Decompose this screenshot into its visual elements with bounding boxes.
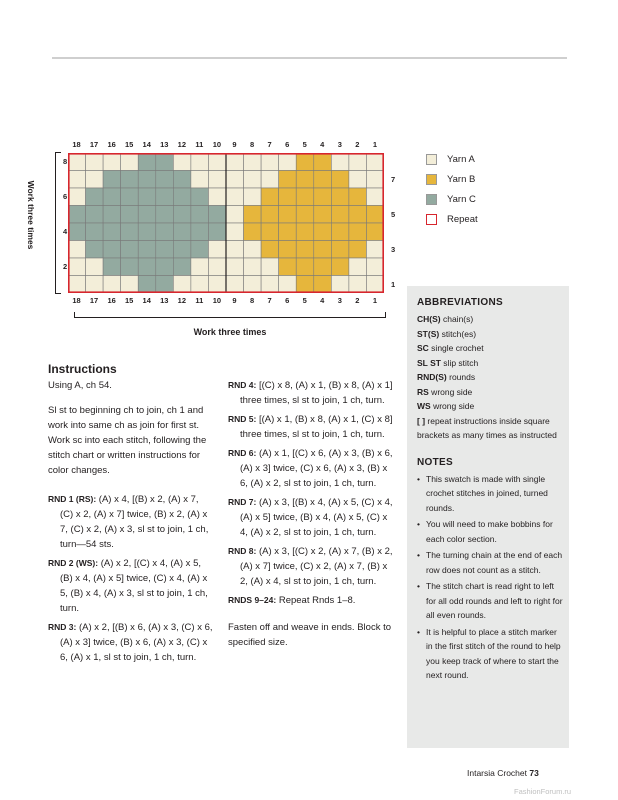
chart-cell — [191, 241, 209, 259]
note-item: • The stitch chart is read right to left for all odd rounds and left to right for all even rounds. — [417, 579, 563, 623]
chart-cell — [349, 223, 367, 241]
column-number: 13 — [160, 140, 169, 149]
chart-cell — [226, 171, 244, 189]
chart-cell — [296, 258, 314, 276]
chart-cell — [261, 206, 279, 224]
chart-cell — [331, 206, 349, 224]
abbreviation-item — [417, 327, 561, 342]
chart-cell — [121, 276, 139, 294]
chart-cell — [349, 258, 367, 276]
round-instruction — [228, 495, 393, 540]
chart-cell — [191, 188, 209, 206]
chart-cell — [314, 153, 332, 171]
round-instruction — [228, 446, 393, 491]
chart-cell — [314, 241, 332, 259]
column-number: 6 — [285, 140, 290, 149]
sidebar-panel — [407, 286, 569, 748]
chart-cell — [366, 206, 384, 224]
chart-cell — [244, 153, 262, 171]
notes-heading: NOTES — [417, 456, 453, 468]
chart-cell — [314, 223, 332, 241]
chart-cell — [208, 188, 226, 206]
chart-cell — [366, 276, 384, 294]
round-instruction — [48, 620, 213, 665]
abbreviation-item — [417, 356, 561, 371]
chart-cell — [226, 206, 244, 224]
column-number: 1 — [372, 296, 378, 305]
chart-cell — [86, 153, 104, 171]
chart-cell — [208, 153, 226, 171]
abbreviation-key: RND(S) — [417, 372, 447, 382]
column-number: 13 — [160, 296, 169, 305]
chart-cell — [156, 153, 174, 171]
chart-cell — [226, 223, 244, 241]
round-instruction — [228, 412, 393, 442]
chart-cell — [331, 241, 349, 259]
row-number: 5 — [391, 209, 396, 219]
round-label: RND 6: — [228, 448, 257, 458]
round-instruction — [228, 544, 393, 589]
stitch-chart — [68, 153, 384, 293]
column-number: 14 — [142, 296, 151, 305]
chart-cell — [68, 171, 86, 189]
round-text: (A) x 3, [(C) x 2, (A) x 7, (B) x 2, (A) x 7] twice, (C) x 2, (A) x 7, (B) x 2, (A) x 4, sl st to join, 1 ch, turn. — [240, 546, 393, 587]
chart-cell — [138, 206, 156, 224]
abbreviation-key: SL ST — [417, 357, 441, 368]
chart-cell — [138, 188, 156, 206]
chart-cell — [68, 153, 86, 171]
chart-cell — [296, 206, 314, 224]
intro-paragraph: Sl st to beginning ch to join, ch 1 and work into same ch as join for first st. Work sc into each stitch, following the stitch chart or written instructions for color changes. — [48, 405, 207, 476]
chart-cell — [208, 171, 226, 189]
abbreviation-key: ST(S) — [417, 328, 440, 339]
column-number: 3 — [337, 296, 342, 305]
row-number: 4 — [63, 227, 68, 236]
legend-item — [426, 149, 478, 169]
chart-cell — [314, 258, 332, 276]
chart-cell — [349, 153, 367, 171]
round-instruction — [48, 492, 213, 552]
row-number: 6 — [63, 192, 68, 201]
repeat-swatch — [426, 214, 437, 225]
chart-cell — [261, 223, 279, 241]
column-numbers-top — [68, 140, 388, 152]
chart-cell — [191, 223, 209, 241]
round-text: (A) x 1, [(C) x 6, (A) x 3, (B) x 6, (A) x 3] twice, (C) x 6, (A) x 3, (B) x 6, (A) x 2, sl st to join, 1 ch, turn. — [240, 448, 393, 489]
chart-cell — [191, 276, 209, 294]
abbreviation-value: stitch(es) — [439, 328, 477, 339]
instructions-left-column — [48, 378, 213, 669]
yarn-a-swatch — [426, 154, 437, 165]
row-number: 8 — [63, 157, 68, 166]
chart-cell — [68, 276, 86, 294]
legend-item — [426, 169, 478, 189]
column-number: 11 — [195, 296, 204, 305]
chart-cell — [366, 258, 384, 276]
chart-cell — [208, 241, 226, 259]
chart-cell — [103, 276, 121, 294]
chart-cell — [191, 258, 209, 276]
chart-cell — [121, 258, 139, 276]
round-instruction — [228, 593, 393, 608]
round-instruction — [48, 556, 213, 616]
chart-cell — [279, 223, 297, 241]
legend-label: Yarn C — [447, 193, 476, 205]
column-number: 5 — [302, 140, 307, 149]
chart-cell — [296, 241, 314, 259]
chart-cell — [208, 206, 226, 224]
chart-cell — [261, 171, 279, 189]
column-number: 17 — [89, 296, 99, 305]
chart-cell — [173, 206, 191, 224]
column-number: 12 — [177, 140, 186, 149]
chart-cell — [156, 188, 174, 206]
column-number: 16 — [107, 296, 116, 305]
chart-cell — [366, 171, 384, 189]
chart-cell — [331, 258, 349, 276]
chart-cell — [68, 223, 86, 241]
chart-cell — [68, 258, 86, 276]
abbreviation-key: CH(S) — [417, 314, 441, 324]
column-number: 4 — [320, 140, 325, 149]
column-number: 10 — [212, 296, 222, 305]
column-number: 7 — [267, 140, 272, 149]
chart-cell — [138, 223, 156, 241]
column-number: 16 — [107, 140, 116, 149]
chart-cell — [279, 241, 297, 259]
chart-cell — [191, 171, 209, 189]
chart-cell — [68, 188, 86, 206]
column-number: 18 — [72, 296, 81, 305]
chart-cell — [121, 171, 139, 189]
note-item: • The turning chain at the end of each row does not count as a stitch. — [417, 548, 563, 577]
note-item: • You will need to make bobbins for each color section. — [417, 517, 563, 546]
book-title: Intarsia Crochet — [467, 768, 527, 778]
column-number: 18 — [72, 140, 81, 149]
chart-cell — [314, 188, 332, 206]
abbreviations-heading: ABBREVIATIONS — [417, 297, 503, 308]
chart-cell — [244, 206, 262, 224]
abbreviation-value: rounds — [446, 372, 476, 382]
chart-cell — [173, 153, 191, 171]
column-number: 4 — [320, 296, 325, 305]
abbreviation-value: single crochet — [428, 343, 484, 353]
column-number: 2 — [355, 296, 360, 305]
chart-cell — [86, 206, 104, 224]
chart-cell — [156, 223, 174, 241]
chart-cell — [296, 188, 314, 206]
chart-cell — [86, 223, 104, 241]
chart-cell — [314, 171, 332, 189]
column-number: 15 — [124, 140, 134, 149]
legend-label: Repeat — [447, 213, 478, 225]
chart-cell — [103, 223, 121, 241]
column-number: 9 — [232, 296, 237, 305]
column-number: 12 — [177, 296, 186, 305]
round-text: [(A) x 1, (B) x 8, (A) x 1, (C) x 8] three times, sl st to join, 1 ch, turn. — [240, 414, 393, 440]
chart-cell — [86, 188, 104, 206]
abbreviation-key: [ ] — [417, 415, 426, 426]
chart-cell — [173, 223, 191, 241]
round-label: RND 2 (WS): — [48, 558, 99, 568]
notes-list — [417, 472, 563, 683]
chart-cell — [121, 188, 139, 206]
row-number: 2 — [63, 262, 68, 271]
chart-cell — [103, 171, 121, 189]
watermark: FashionForum.ru — [514, 787, 572, 796]
chart-cell — [279, 153, 297, 171]
round-text: (A) x 4, [(B) x 2, (A) x 7, (C) x 2, (A) x 7] twice, (B) x 2, (A) x 7, (C) x 2, (A) x 3, sl st to join, 1 ch, turn—54 sts. — [60, 494, 209, 550]
abbreviation-value: repeat instructions inside square brackets as many times as instructed — [417, 415, 557, 440]
chart-cell — [349, 241, 367, 259]
top-rule — [52, 57, 567, 59]
chart-cell — [244, 258, 262, 276]
round-label: RNDS 9–24: — [228, 595, 277, 605]
round-text: (A) x 3, [(B) x 4, (A) x 5, (C) x 4, (A) x 5] twice, (B) x 4, (A) x 5, (C) x 4, (A) x 2, sl st to join, 1 ch, turn. — [240, 497, 393, 538]
chart-cell — [138, 276, 156, 294]
column-number: 8 — [249, 140, 255, 149]
chart-cell — [366, 241, 384, 259]
abbreviation-item — [417, 414, 561, 443]
chart-cell — [349, 276, 367, 294]
round-text: (A) x 2, [(B) x 6, (A) x 3, (C) x 6, (A) x 3] twice, (B) x 6, (A) x 3, (C) x 6, (A) x 1, sl st to join, 1 ch, turn. — [60, 622, 213, 663]
intro-line: Using A, ch 54. — [48, 380, 112, 391]
chart-cell — [331, 153, 349, 171]
chart-cell — [86, 241, 104, 259]
row-number: 3 — [391, 244, 396, 254]
chart-cell — [261, 276, 279, 294]
chart-cell — [103, 206, 121, 224]
abbreviation-value: wrong side — [430, 401, 475, 411]
chart-cell — [244, 188, 262, 206]
chart-cell — [86, 171, 104, 189]
column-number: 10 — [212, 140, 222, 149]
column-number: 14 — [142, 140, 151, 149]
chart-cell — [103, 258, 121, 276]
round-text: (A) x 2, [(C) x 4, (A) x 5, (B) x 4, (A) x 5] twice, (C) x 4, (A) x 5, (B) x 4, (A) x 3, sl st to join, 1 ch, turn. — [60, 558, 208, 614]
round-text: Repeat Rnds 1–8. — [276, 595, 356, 606]
chart-cell — [296, 276, 314, 294]
chart-cell — [103, 153, 121, 171]
column-number: 17 — [89, 140, 99, 149]
chart-cell — [331, 171, 349, 189]
chart-cell — [173, 241, 191, 259]
chart-cell — [208, 223, 226, 241]
column-number: 6 — [285, 296, 290, 305]
chart-cell — [261, 241, 279, 259]
bottom-bracket — [74, 312, 386, 318]
round-label: RND 3: — [48, 622, 77, 632]
chart-cell — [296, 223, 314, 241]
chart-cell — [156, 241, 174, 259]
column-number: 7 — [267, 296, 272, 305]
chart-cell — [156, 206, 174, 224]
column-number: 2 — [355, 140, 360, 149]
chart-cell — [226, 153, 244, 171]
chart-cell — [296, 153, 314, 171]
row-number: 1 — [391, 279, 396, 289]
abbreviation-item — [417, 370, 561, 385]
chart-cell — [121, 153, 139, 171]
column-number: 5 — [302, 296, 307, 305]
yarn-c-swatch — [426, 194, 437, 205]
column-number: 15 — [124, 296, 134, 305]
chart-cell — [68, 206, 86, 224]
chart-cell — [349, 206, 367, 224]
chart-cell — [331, 276, 349, 294]
chart-cell — [173, 258, 191, 276]
chart-cell — [138, 241, 156, 259]
finishing-text: Fasten off and weave in ends. Block to specified size. — [228, 622, 392, 648]
round-text: [(C) x 8, (A) x 1, (B) x 8, (A) x 1] three times, sl st to join, 1 ch, turn. — [240, 380, 393, 406]
chart-cell — [279, 276, 297, 294]
note-item: • This swatch is made with single crochet stitches in joined, turned rounds. — [417, 472, 563, 516]
chart-cell — [156, 258, 174, 276]
chart-cell — [121, 241, 139, 259]
chart-cell — [314, 206, 332, 224]
note-item: • It is helpful to place a stitch marker in the first stitch of the round to help you keep track of where to start the next round. — [417, 625, 563, 683]
instructions-right-column — [228, 378, 393, 660]
chart-cell — [261, 258, 279, 276]
chart-cell — [191, 206, 209, 224]
legend-item — [426, 189, 478, 209]
chart-cell — [331, 188, 349, 206]
chart-cell — [226, 276, 244, 294]
legend-label: Yarn A — [447, 153, 475, 165]
chart-cell — [244, 276, 262, 294]
abbreviation-item — [417, 385, 561, 400]
chart-cell — [208, 258, 226, 276]
chart-cell — [173, 276, 191, 294]
chart-cell — [103, 188, 121, 206]
column-number: 11 — [195, 140, 204, 149]
column-numbers-bottom — [68, 296, 388, 308]
abbreviation-key: WS — [417, 401, 431, 411]
chart-cell — [191, 153, 209, 171]
bottom-label: Work three times — [193, 327, 267, 337]
chart-cell — [173, 171, 191, 189]
chart-cell — [138, 258, 156, 276]
column-number: 9 — [232, 140, 237, 149]
chart-cell — [331, 223, 349, 241]
abbreviation-item — [417, 312, 561, 327]
abbreviation-key: SC — [417, 343, 429, 353]
chart-cell — [349, 188, 367, 206]
legend-label: Yarn B — [447, 173, 476, 185]
chart-cell — [226, 258, 244, 276]
chart-cell — [261, 153, 279, 171]
chart-cell — [226, 241, 244, 259]
chart-cell — [366, 223, 384, 241]
abbreviation-value: chain(s) — [440, 314, 474, 324]
chart-cell — [103, 241, 121, 259]
side-label: Work three times — [26, 180, 36, 250]
chart-cell — [244, 223, 262, 241]
page-footer — [467, 768, 539, 778]
abbreviation-value: wrong side — [428, 386, 473, 397]
chart-cell — [138, 171, 156, 189]
chart-cell — [121, 223, 139, 241]
chart-cell — [244, 171, 262, 189]
chart-cell — [208, 276, 226, 294]
abbreviation-item — [417, 399, 561, 414]
chart-cell — [261, 188, 279, 206]
chart-cell — [279, 171, 297, 189]
chart-cell — [138, 153, 156, 171]
chart-cell — [68, 241, 86, 259]
chart-cell — [296, 171, 314, 189]
abbreviation-value: slip stitch — [440, 357, 479, 368]
abbreviation-item — [417, 341, 561, 356]
column-number: 8 — [249, 296, 255, 305]
round-label: RND 1 (RS): — [48, 494, 97, 504]
chart-cell — [86, 276, 104, 294]
chart-cell — [156, 276, 174, 294]
round-label: RND 7: — [228, 497, 257, 507]
chart-cell — [366, 153, 384, 171]
instructions-heading: Instructions — [48, 362, 117, 376]
chart-cell — [173, 188, 191, 206]
abbreviation-key: RS — [417, 386, 429, 397]
round-instruction — [228, 378, 393, 408]
chart-cell — [244, 241, 262, 259]
chart-cell — [279, 258, 297, 276]
side-bracket — [55, 152, 61, 294]
chart-cell — [366, 188, 384, 206]
chart-cell — [226, 188, 244, 206]
column-number: 3 — [337, 140, 342, 149]
yarn-b-swatch — [426, 174, 437, 185]
page-number: 73 — [529, 768, 539, 778]
round-label: RND 4: — [228, 380, 257, 390]
chart-cell — [86, 258, 104, 276]
round-label: RND 8: — [228, 546, 257, 556]
chart-cell — [279, 206, 297, 224]
chart-cell — [156, 171, 174, 189]
legend-item — [426, 209, 478, 229]
chart-cell — [279, 188, 297, 206]
chart-legend — [426, 149, 478, 229]
row-number: 7 — [391, 174, 396, 184]
chart-cell — [314, 276, 332, 294]
chart-cell — [121, 206, 139, 224]
round-label: RND 5: — [228, 414, 257, 424]
column-number: 1 — [372, 140, 378, 149]
chart-cell — [349, 171, 367, 189]
